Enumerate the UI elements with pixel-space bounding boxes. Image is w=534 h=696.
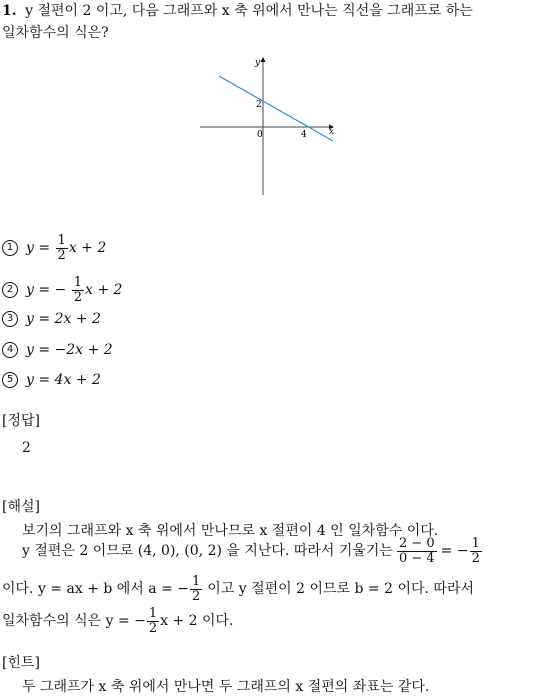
half-fraction: $\frac{1}{2}$ <box>148 606 158 636</box>
choice-4[interactable] <box>2 342 113 358</box>
choice-marker: 4 <box>2 342 18 358</box>
choice-5[interactable] <box>2 372 101 388</box>
y-intercept-label: 2 <box>256 100 262 110</box>
origin-label: 0 <box>257 130 263 140</box>
choice-1[interactable] <box>2 234 106 262</box>
choice-lhs: y = − <box>26 282 67 299</box>
choice-text: y = −2x + 2 <box>26 342 113 358</box>
hint-text: 두 그래프가 x 축 위에서 만나면 두 그래프의 x 절편의 좌표는 같다. <box>22 679 430 695</box>
y-axis-label: y <box>255 58 261 68</box>
half-fraction: $\frac{1}{2}$ <box>471 536 480 566</box>
choice-marker: 3 <box>2 311 18 327</box>
explanation-line2: y 절편은 2 이므로 (4, 0), (0, 2) 을 지난다. 따라서 기울기는 $\frac{2 - 0}{0 - 4}$ = − $\frac{1}{2}$ <box>22 536 480 566</box>
question-number: 1. <box>2 3 17 19</box>
choice-rest: x + 2 <box>68 240 107 257</box>
explanation-label: [해설] <box>2 499 40 515</box>
fraction: $\frac{1}{2}$ <box>57 233 66 263</box>
x-intercept-label: 4 <box>301 130 307 140</box>
fraction: $\frac{1}{2}$ <box>73 275 83 305</box>
x-axis-label: x <box>329 127 335 137</box>
choice-2[interactable] <box>2 276 122 304</box>
choice-marker: 1 <box>2 240 18 256</box>
choice-text: y = 4x + 2 <box>26 372 101 388</box>
explanation-line3: 이다. y = ax + b 에서 a = − $\frac{1}{2}$ 이고 y 절편이 2 이므로 b = 2 이다. 따라서 <box>2 574 474 604</box>
choice-text: y = 2x + 2 <box>26 311 101 327</box>
choice-3[interactable] <box>2 311 101 327</box>
explanation-line1: 보기의 그래프와 x 축 위에서 만나므로 x 절편이 4 인 일차함수 이다. <box>22 523 439 539</box>
question-stem <box>2 4 473 18</box>
question-text-line2: 일차함수의 식은? <box>2 25 109 41</box>
answer-value: 2 <box>22 440 31 456</box>
coordinate-graph <box>0 50 534 250</box>
slope-fraction: $\frac{2 - 0}{0 - 4}$ <box>398 536 435 566</box>
explanation-line4: 일차함수의 식은 y = − $\frac{1}{2}$ x + 2 이다. <box>2 606 234 636</box>
choice-lhs: y = <box>26 240 51 257</box>
half-fraction: $\frac{1}{2}$ <box>191 574 201 604</box>
hint-label: [힌트] <box>2 655 40 671</box>
choice-marker: 5 <box>2 372 18 388</box>
graph-line <box>219 76 333 141</box>
question-text-line1: y 절편이 2 이고, 다음 그래프와 x 축 위에서 만나는 직선을 그래프로 하는 <box>25 3 473 19</box>
choice-marker: 2 <box>2 282 18 298</box>
answer-label: [정답] <box>2 413 40 429</box>
choice-rest: x + 2 <box>85 282 123 299</box>
